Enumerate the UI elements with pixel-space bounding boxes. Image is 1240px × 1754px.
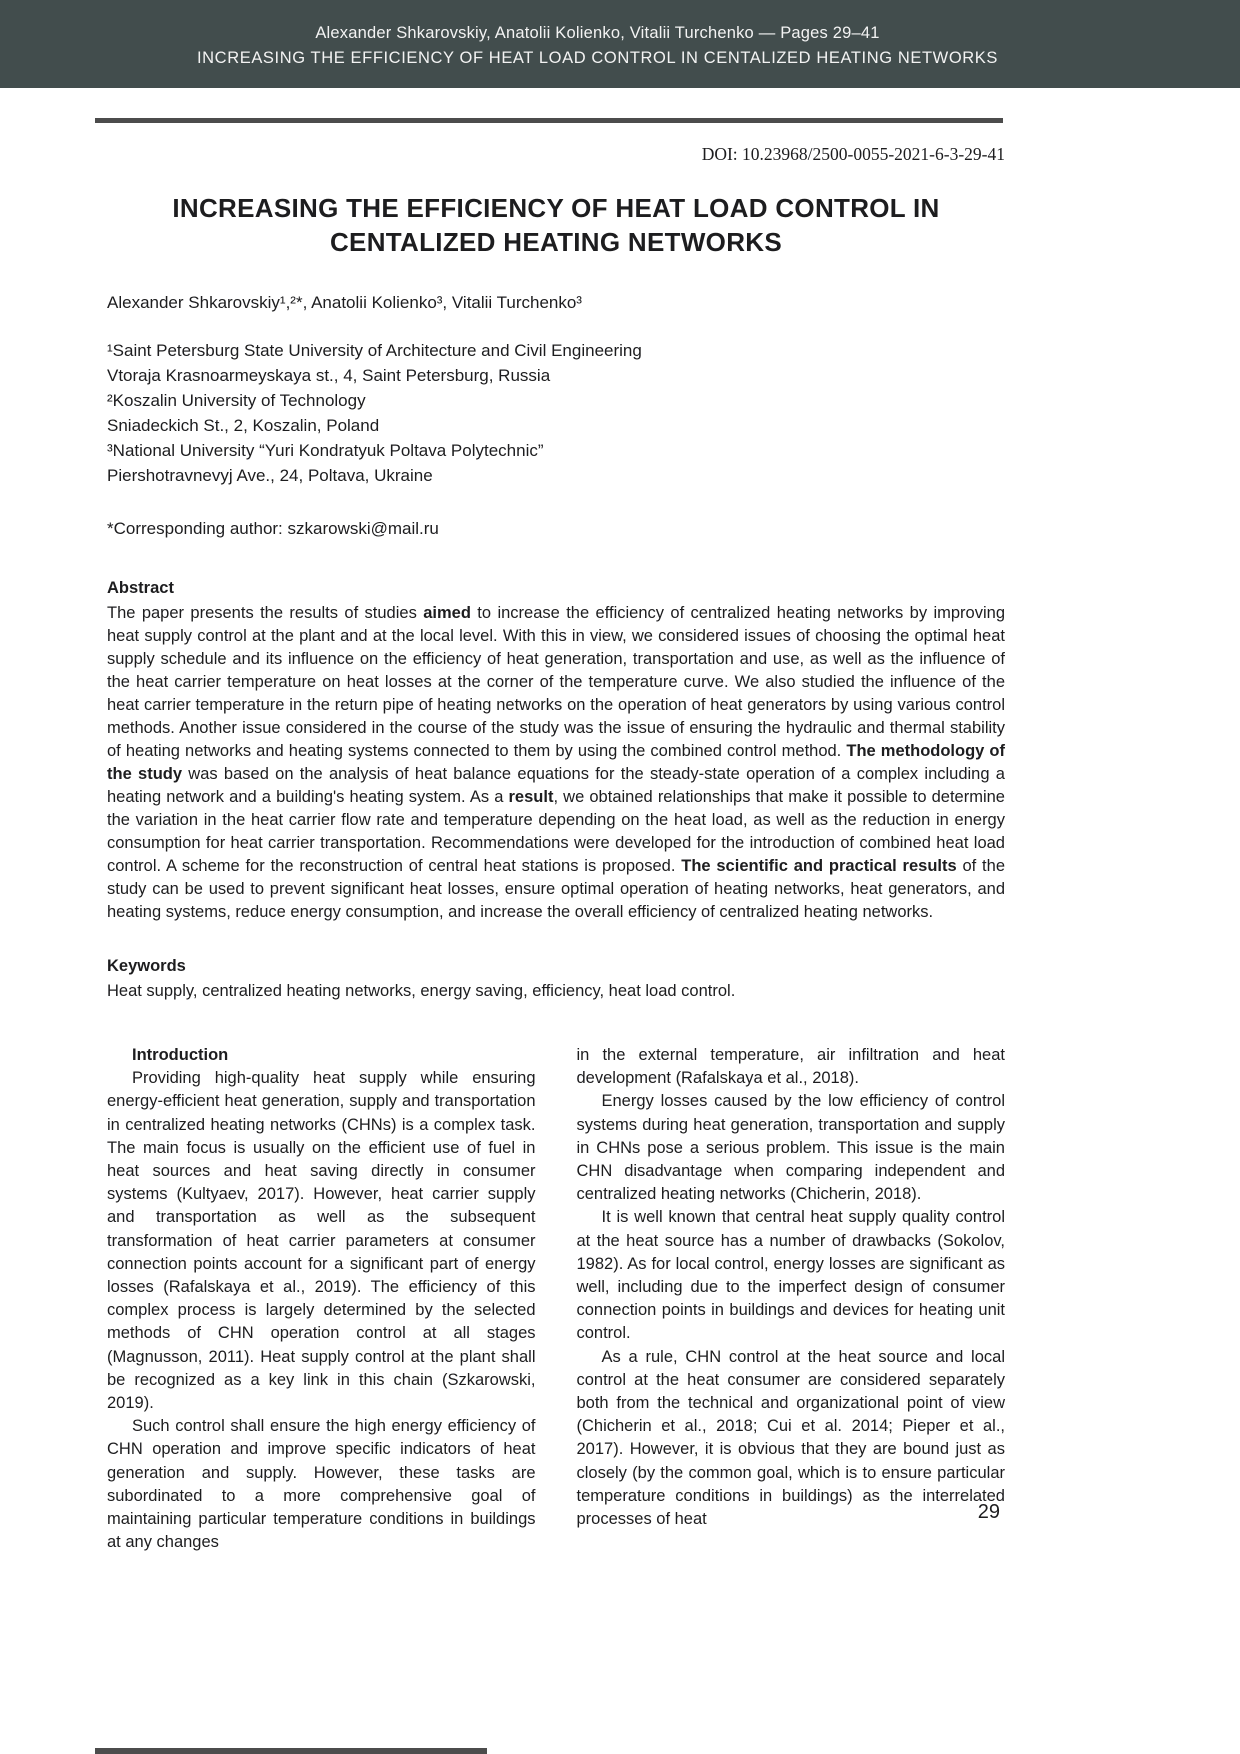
introduction-heading: Introduction: [132, 1046, 229, 1064]
right-column: [577, 1044, 1006, 1554]
body-paragraph: in the external temperature, air infiltration and heat development (Rafalskaya et al., 2018).: [576, 1046, 1005, 1088]
running-header-title: INCREASING THE EFFICIENCY OF HEAT LOAD CONTROL IN CENTALIZED HEATING NETWORKS: [196, 49, 998, 67]
abstract-bold-term: result: [508, 788, 554, 806]
abstract-segment: to increase the efficiency of centralized heating networks by improving heat supply control at the plant and at the local level. With this in view, we considered issues of choosing the optimal heat supply schedule and its influence on the efficiency of heat generation, transportation and use, as well as the influence of the heat carrier temperature on heat losses at the corner of the temperature curve. We also studied the influence of the heat carrier temperature in the return pipe of heating networks on the operation of heat generators by using various control methods. Another issue considered in the course of the study was the issue of ensuring the hydraulic and thermal stability of heating networks and heating systems connected to them by using the combined control method.: [107, 604, 1005, 760]
affiliation-line: ²Koszalin University of Technology: [107, 391, 366, 410]
affiliation-line: Vtoraja Krasnoarmeyskaya st., 4, Saint Petersburg, Russia: [107, 366, 551, 385]
body-paragraph: Such control shall ensure the high energy efficiency of CHN operation and improve specific indicators of heat generation and supply. However, these tasks are subordinated to a more comprehensive goal of maintaining particular temperature conditions in buildings at any changes: [107, 1417, 536, 1552]
abstract-segment: , we obtained relationships that make it possible to determine the variation in the heat carrier flow rate and temperature depending on the heat load, as well as the reduction in energy consumption for heat carrier transportation. Recommendations were developed for the introduction of combined heat load control. A scheme for the reconstruction of central heat stations is proposed.: [107, 788, 1005, 875]
body-paragraph: Energy losses caused by the low efficiency of control systems during heat generation, transportation and supply in CHNs pose a serious problem. This issue is the main CHN disadvantage when comparing independent and centralized heating networks (Chicherin, 2018).: [576, 1092, 1005, 1204]
page-number: 29: [977, 1501, 1000, 1523]
running-header-authors: Alexander Shkarovskiy, Anatolii Kolienko, Vitalii Turchenko — Pages 29–41: [315, 24, 880, 42]
affiliation-line: ¹Saint Petersburg State University of Architecture and Civil Engineering: [107, 341, 642, 360]
paper-title: INCREASING THE EFFICIENCY OF HEAT LOAD CONTROL IN CENTALIZED HEATING NETWORKS: [172, 193, 940, 257]
body-paragraph: It is well known that central heat supply quality control at the heat source has a number of drawbacks (Sokolov, 1982). As for local control, energy losses are significant as well, including due to the imperfect design of consumer connection points in buildings and devices for heating unit control.: [576, 1208, 1005, 1343]
doi: DOI: 10.23968/2500-0055-2021-6-3-29-41: [701, 144, 1005, 164]
affiliation-line: Piershotravnevyj Ave., 24, Poltava, Ukraine: [107, 466, 433, 485]
header-rule: [95, 118, 1003, 123]
corresponding-author: *Corresponding author: szkarowski@mail.ru: [107, 519, 439, 538]
page-content: [107, 143, 1005, 1554]
abstract-bold-term: The scientific and practical results: [681, 857, 957, 875]
affiliations: [107, 338, 1005, 488]
affiliation-line: ³National University “Yuri Kondratyuk Poltava Polytechnic”: [107, 441, 544, 460]
affiliation-line: Sniadeckich St., 2, Koszalin, Poland: [107, 416, 380, 435]
abstract-segment: The paper presents the results of studies: [107, 604, 424, 622]
body-columns: [107, 1044, 1005, 1554]
abstract-bold-term: The methodology of the study: [107, 742, 1006, 783]
keywords-text: Heat supply, centralized heating networks, energy saving, efficiency, heat load control.: [107, 982, 736, 1000]
abstract-segment: was based on the analysis of heat balance equations for the steady-state operation of a complex including a heating network and a building's heating system. As a: [107, 765, 1005, 806]
authors-line: Alexander Shkarovskiy¹,²*, Anatolii Kolienko³, Vitalii Turchenko³: [107, 293, 582, 312]
body-paragraph: As a rule, CHN control at the heat source and local control at the heat consumer are considered separately both from the technical and organizational point of view (Chicherin et al., 2018; Cui et al. 2014; Pieper et al., 2017). However, it is obvious that they are bound just as closely (by the common goal, which is to ensure particular temperature conditions in buildings) as the interrelated processes of heat: [576, 1347, 1005, 1529]
keywords-heading: Keywords: [107, 957, 186, 975]
footer-partial-rule: [95, 1748, 487, 1754]
body-paragraph: Providing high-quality heat supply while ensuring energy-efficient heat generation, supply and transportation in centralized heating networks (CHNs) is a complex task. The main focus is usually on the efficient use of fuel in heat sources and heat saving directly in consumer systems (Kultyaev, 2017). However, heat carrier supply and transportation as well as the subsequent transformation of heat carrier parameters at consumer connection points account for a significant part of energy losses (Rafalskaya et al., 2019). The efficiency of this complex process is largely determined by the selected methods of CHN operation control at all stages (Magnusson, 2011). Heat supply control at the plant shall be recognized as a key link in this chain (Szkarowski, 2019).: [107, 1069, 536, 1413]
running-header: [0, 0, 1240, 88]
abstract-heading: Abstract: [107, 579, 174, 597]
abstract-text: [107, 602, 1005, 924]
left-column: [107, 1044, 536, 1554]
abstract-bold-term: aimed: [423, 604, 471, 622]
abstract-segment: of the study can be used to prevent significant heat losses, ensure optimal operation of heating networks, heat generators, and heating systems, reduce energy consumption, and increase the overall efficiency of centralized heating networks.: [107, 857, 1005, 921]
